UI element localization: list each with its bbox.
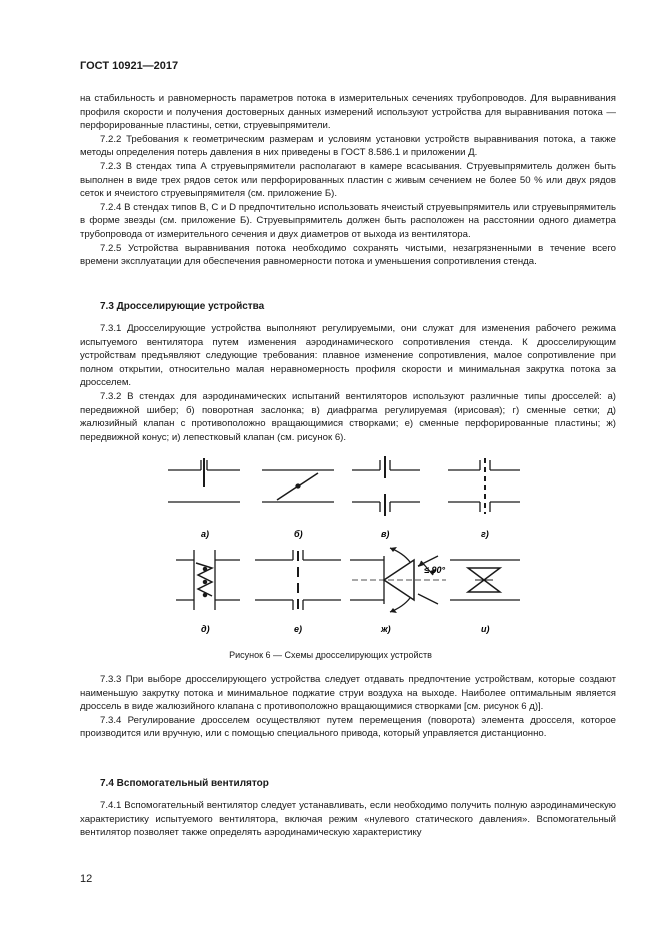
paragraph-7-2-3: 7.2.3 В стендах типа А струевыпрямители располагают в камере всасывания. Струевыпрямитель должен быть выполнен в виде трех рядов сеток или перфорированных пластин с живым сечением не более 50 % или двух рядов сеток и ячеистого струевыпрямителя (см. приложение Б). — [80, 160, 616, 200]
text-block-7-2 — [80, 92, 616, 269]
diagram-i-petal-valve — [450, 560, 520, 600]
paragraph-7-4-1: 7.4.1 Вспомогательный вентилятор следует устанавливать, если необходимо получить полную аэродинамическую характеристику испытуемого вентилятора, включая режим «нулевого статического давления». Вспомогательный вентилятор позволяет также определять аэродинамическую характеристику — [80, 800, 616, 839]
paragraph-7-2-4: 7.2.4 В стендах типов В, С и D предпочтительно использовать ячеистый струевыпрямитель или струевыпрямитель в форме звезды (см. приложение Б). Струевыпрямитель должен быть расположен на расстоянии одного диаметра трубопровода от измерительного сечения и двух диаметров от выхода из вентилятора. — [80, 201, 616, 240]
diagram-e-perforated-plates — [255, 550, 341, 610]
diagram-v-iris — [352, 456, 420, 516]
paragraph-7-3-2: 7.3.2 В стендах для аэродинамических испытаний вентиляторов используют различные типы дросселей: а) передвижной шибер; б) поворотная заслонка; в) диафрагма регулируемая (ирисовая); г) сменные сетки; д) жалюзийный клапан с противоположно вращающимися створками; е) сменные перфорированные пластины; ж) передвижной конус; и) лепестковый клапан (см. рисунок 6). — [80, 390, 616, 443]
label-a: а) — [201, 529, 210, 539]
label-zh: ж) — [381, 624, 391, 634]
label-i: и) — [481, 624, 490, 634]
paragraph-7-2-5: 7.2.5 Устройства выравнивания потока необходимо сохранять чистыми, незагрязненными в течение всего времени эксплуатации для обеспечения равномерности потока и уменьшения сопротивления стенда. — [80, 242, 616, 268]
document-header: ГОСТ 10921—2017 — [80, 60, 179, 72]
text-block-7-3-cont — [80, 673, 616, 741]
paragraph-7-3-3: 7.3.3 При выборе дросселирующего устройства следует отдавать предпочтение устройствам, которые создают наименьшую закрутку потока и минимальное поджатие струи воздуха на выходе. Наиболее оптимальным является дроссель в виде жалюзийного клапана с противоположно вращающимися створками [см. рисунок 6 д)]. — [80, 674, 616, 713]
diagram-g-screens — [448, 458, 520, 514]
page-number: 12 — [80, 873, 93, 885]
text-block-7-4 — [80, 799, 616, 840]
paragraph-7-2-2: 7.2.2 Требования к геометрическим размерам и условиям установки устройств выравнивания потока, а также методы определения потерь давления в них приведены в ГОСТ 8.586.1 и приложении Д. — [80, 133, 616, 159]
paragraph-7-3-4: 7.3.4 Регулирование дросселем осуществляют путем перемещения (поворота) элемента дросселя, которое производится или вручную, или с помощью специального привода, который управляется дистанционно. — [80, 714, 616, 740]
label-d: д) — [201, 624, 210, 634]
diagram-a-sliding-gate — [168, 458, 240, 502]
label-b: б) — [294, 529, 303, 539]
label-e: е) — [294, 624, 303, 634]
section-heading-7-3: 7.3 Дросселирующие устройства — [100, 301, 265, 312]
label-v: в) — [381, 529, 390, 539]
paragraph-7-3-1: 7.3.1 Дросселирующие устройства выполняют регулируемыми, они служат для изменения рабочего режима испытуемого вентилятора путем изменения аэродинамического сопротивления стенда. К дросселирующим устройствам предъявляют следующие требования: плавное изменение сопротивления, малое сопротивление при полном открытии, относительно малая неравномерность профиля скорости и минимальная закрутка потока за дросселем. — [80, 323, 616, 389]
diagram-d-louver — [176, 550, 240, 610]
figure-6-throttle-schemes — [0, 448, 661, 648]
section-heading-7-4: 7.4 Вспомогательный вентилятор — [100, 778, 269, 789]
diagram-zh-sliding-cone — [350, 548, 446, 612]
text-block-7-3 — [80, 322, 616, 444]
angle-label: ≤ 90° — [424, 565, 446, 575]
diagram-b-butterfly — [262, 470, 334, 502]
paragraph: на стабильность и равномерность параметров потока в измерительных сечениях трубопроводов. Для выравнивания профиля скорости и получения достоверных данных измерений используют устройства для выравнивания потока — перфорированные пластины, сетки, струевыпрямители. — [80, 93, 616, 132]
label-g: г) — [481, 529, 489, 539]
figure-caption: Рисунок 6 — Схемы дросселирующих устройств — [229, 650, 432, 660]
